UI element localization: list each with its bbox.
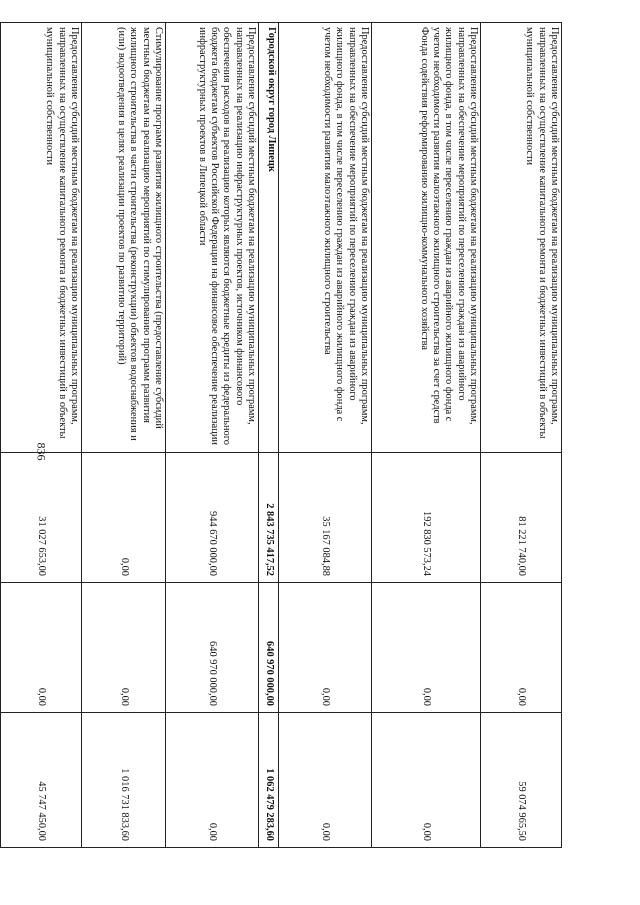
value-col2: 0,00 (279, 583, 372, 713)
value-col3: 0,00 (279, 713, 372, 848)
value-col2: 0,00 (372, 583, 481, 713)
value-col1: 31 027 653,00 (1, 453, 82, 583)
row-label: Стимулирование программ развития жилищного строительства (предоставление субсидий местным бюджетам на реализацию мероприятий по стимулированию программ развития жилищного строительства в части строительства (реконструкции) объектов водоснабжения и (или) водоотведения в целях реализации проектов по развитию территорий) (82, 23, 166, 453)
row-label: Предоставление субсидий местным бюджетам на реализацию муниципальных программ, направленных на осуществление капитального ремонта и бюджетных инвестиций в объекты муниципальной собственности (481, 23, 562, 453)
row-label: Городской округ город Липецк (259, 23, 279, 453)
value-col2: 0,00 (1, 583, 82, 713)
value-col1: 944 670 000,00 (166, 453, 259, 583)
table-row (82, 23, 166, 848)
value-col3: 59 074 965,50 (481, 713, 562, 848)
value-col2: 640 970 000,00 (259, 583, 279, 713)
value-col1: 192 830 573,24 (372, 453, 481, 583)
value-col1: 81 221 740,00 (481, 453, 562, 583)
value-col1: 2 843 735 417,52 (259, 453, 279, 583)
value-col3: 45 747 450,00 (1, 713, 82, 848)
row-label: Предоставление субсидий местным бюджетам на реализацию муниципальных программ, направленных на обеспечение мероприятий по переселению граждан из аварийного жилищного фонда, в том числе переселению граждан из аварийного жилищного фонда с учетом необходимости развития малоэтажного жилищного строительства (279, 23, 372, 453)
table-row (1, 23, 82, 848)
rotated-table-container (36, 22, 562, 847)
value-col1: 35 167 084,88 (279, 453, 372, 583)
value-col3: 0,00 (372, 713, 481, 848)
value-col3: 1 062 479 283,60 (259, 713, 279, 848)
value-col2: 0,00 (82, 583, 166, 713)
value-col3: 1 016 731 833,60 (82, 713, 166, 848)
value-col2: 640 970 000,00 (166, 583, 259, 713)
table-row (481, 23, 562, 848)
value-col1: 0,00 (82, 453, 166, 583)
table-row (279, 23, 372, 848)
budget-table (0, 22, 562, 848)
value-col3: 0,00 (166, 713, 259, 848)
page-number: 836 (34, 442, 49, 461)
row-label: Предоставление субсидий местным бюджетам на реализацию муниципальных программ, направленных на реализацию инфраструктурных проектов, источником финансового обеспечения расходов на реализацию которых являются бюджетные кредиты из федерального бюджета бюджетам субъектов Российской Федерации на финансовое обеспечение реализации инфраструктурных проектов в Липецкой области (166, 23, 259, 453)
table-row (166, 23, 259, 848)
row-label: Предоставление субсидий местным бюджетам на реализацию муниципальных программ, направленных на осуществление капитального ремонта и бюджетных инвестиций в объекты муниципальной собственности (1, 23, 82, 453)
table-row (372, 23, 481, 848)
budget-table-body (1, 23, 562, 848)
table-row (259, 23, 279, 848)
value-col2: 0,00 (481, 583, 562, 713)
row-label: Предоставление субсидий местным бюджетам на реализацию муниципальных программ, направленных на обеспечение мероприятий по переселению граждан из аварийного жилищного фонда, в том числе переселению граждан из аварийного жилищного фонда с учетом необходимости развития малоэтажного жилищного строительства за счет средств Фонда содействия реформированию жилищно-коммунального хозяйства (372, 23, 481, 453)
